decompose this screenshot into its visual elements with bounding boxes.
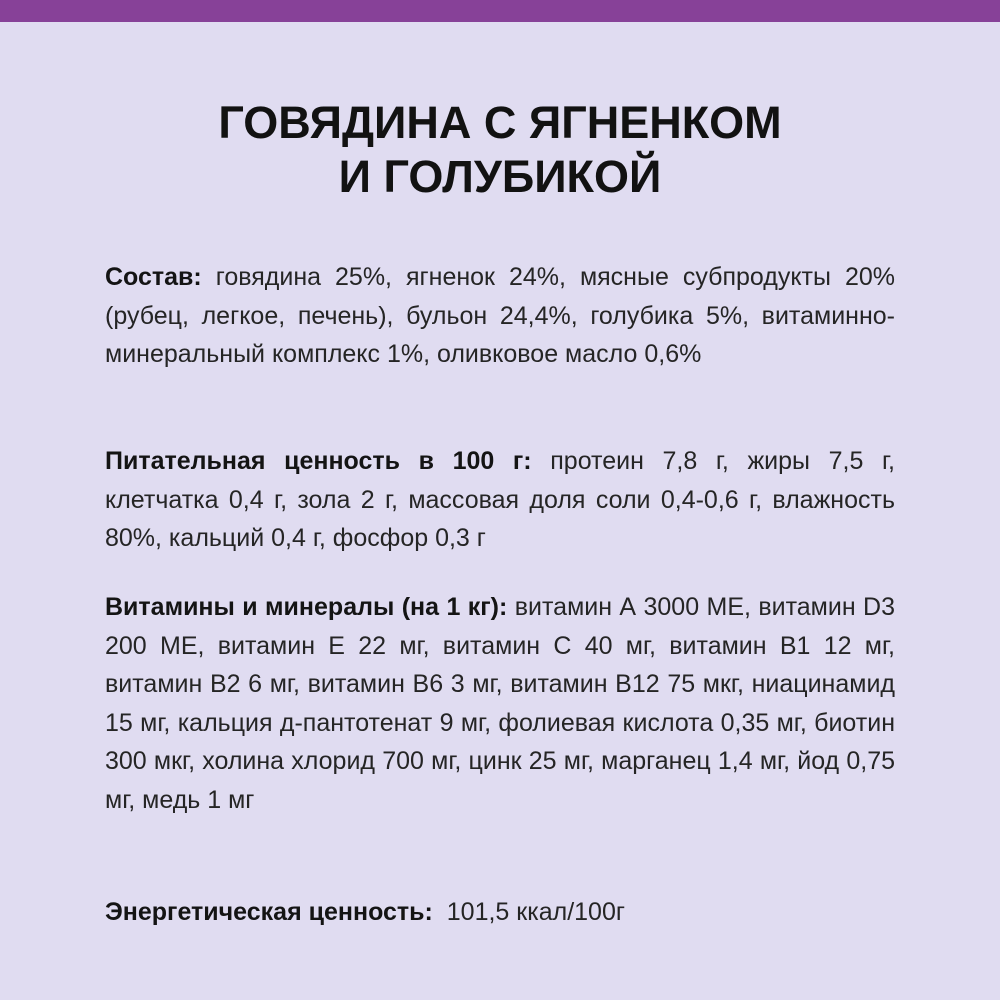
composition-label: Состав: bbox=[105, 263, 202, 291]
top-color-band bbox=[0, 0, 1000, 22]
vitamins-label: Витамины и минералы (на 1 кг): bbox=[105, 593, 508, 621]
composition-section bbox=[105, 258, 895, 374]
page-title bbox=[80, 96, 920, 204]
nutrition-section bbox=[105, 442, 895, 558]
nutrition-text: протеин 7,8 г, жиры 7,5 г, клетчатка 0,4 г, зола 2 г, массовая доля соли 0,4-0,6 г, влажность 80%, кальций 0,4 г, фосфор 0,3 г bbox=[105, 447, 895, 552]
nutrition-label: Питательная ценность в 100 г: bbox=[105, 447, 532, 475]
title-line-2: И ГОЛУБИКОЙ bbox=[338, 151, 662, 202]
energy-label: Энергетическая ценность: bbox=[105, 898, 433, 926]
vitamins-text: витамин А 3000 МЕ, витамин D3 200 МЕ, витамин Е 22 мг, витамин С 40 мг, витамин В1 12 мг, витамин В2 6 мг, витамин В6 3 мг, витамин В12 75 мкг, ниацинамид 15 мг, кальция д-пантотенат 9 мг, фолиевая кислота 0,35 мг, биотин 300 мкг, холина хлорид 700 мг, цинк 25 мг, марганец 1,4 мг, йод 0,75 мг, медь 1 мг bbox=[105, 593, 896, 814]
title-line-1: ГОВЯДИНА С ЯГНЕНКОМ bbox=[218, 97, 782, 148]
energy-text: 101,5 ккал/100г bbox=[446, 898, 625, 926]
vitamins-section bbox=[105, 588, 895, 819]
composition-text: говядина 25%, ягненок 24%, мясные субпродукты 20% (рубец, легкое, печень), бульон 24,4%, голубика 5%, витаминно-минеральный комплекс 1%, оливковое масло 0,6% bbox=[105, 263, 895, 368]
energy-section bbox=[105, 893, 895, 932]
